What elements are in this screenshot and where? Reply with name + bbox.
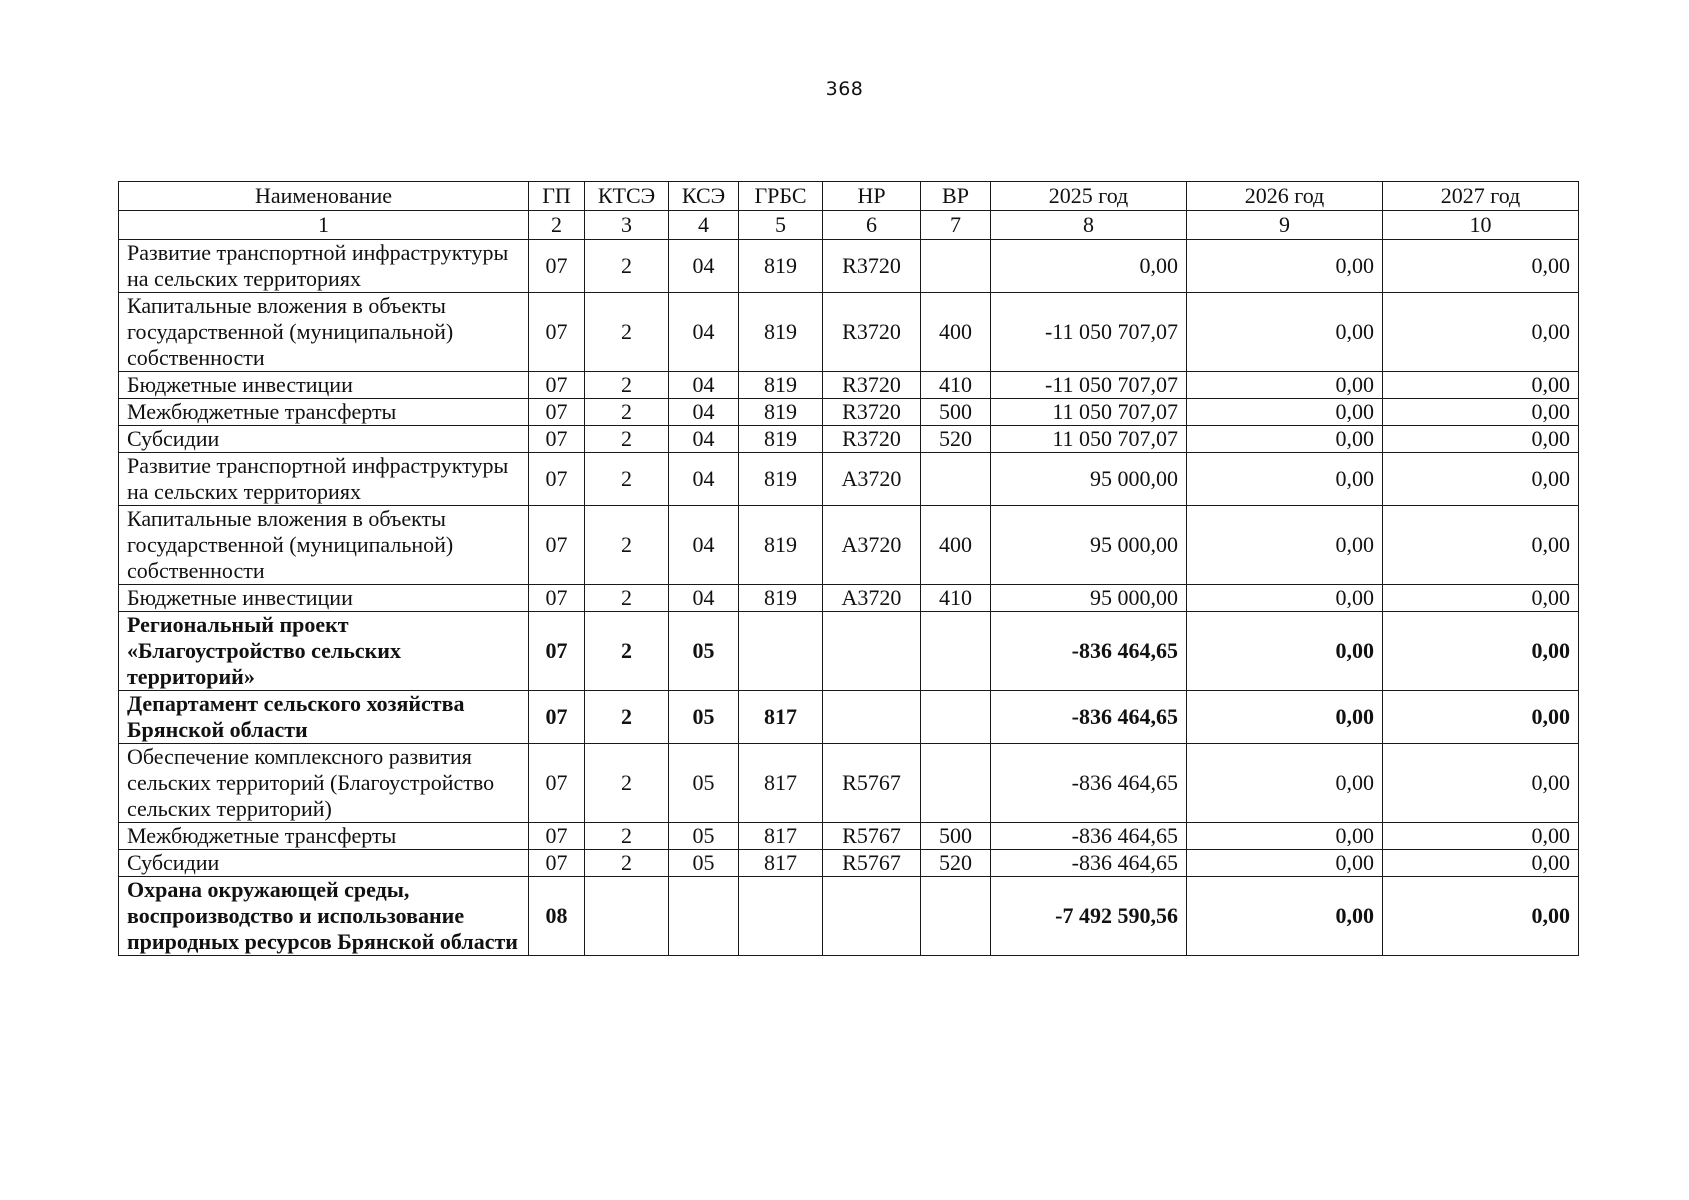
cell-2026: 0,00	[1187, 399, 1383, 426]
cell-2025: -11 050 707,07	[991, 372, 1187, 399]
cell-2026: 0,00	[1187, 744, 1383, 823]
table-row	[119, 240, 1579, 293]
header-gp: ГП	[529, 182, 585, 211]
cell-name: Региональный проект «Благоустройство сельских территорий»	[119, 612, 529, 691]
cell-grbs: 819	[739, 293, 823, 372]
cell-kse: 04	[669, 426, 739, 453]
header-kse: КСЭ	[669, 182, 739, 211]
cell-vr: 520	[921, 426, 991, 453]
cell-name: Межбюджетные трансферты	[119, 823, 529, 850]
cell-gp: 07	[529, 372, 585, 399]
cell-vr: 500	[921, 823, 991, 850]
cell-grbs: 819	[739, 372, 823, 399]
cell-2025: -836 464,65	[991, 691, 1187, 744]
cell-nr: R5767	[823, 850, 921, 877]
cell-2026: 0,00	[1187, 506, 1383, 585]
cell-vr	[921, 877, 991, 956]
cell-nr	[823, 877, 921, 956]
cell-gp: 07	[529, 585, 585, 612]
cell-nr: А3720	[823, 506, 921, 585]
header-row	[119, 182, 1579, 211]
cell-nr	[823, 612, 921, 691]
cell-ktse: 2	[585, 293, 669, 372]
cell-grbs: 819	[739, 506, 823, 585]
page-number: 368	[825, 78, 864, 100]
cell-nr: А3720	[823, 585, 921, 612]
cell-gp: 07	[529, 691, 585, 744]
cell-name: Охрана окружающей среды, воспроизводство и использование природных ресурсов Брянской области	[119, 877, 529, 956]
column-number: 5	[739, 211, 823, 240]
cell-vr	[921, 744, 991, 823]
table-row	[119, 744, 1579, 823]
cell-gp: 07	[529, 399, 585, 426]
cell-2025: -11 050 707,07	[991, 293, 1187, 372]
cell-name: Обеспечение комплексного развития сельских территорий (Благоустройство сельских территорий)	[119, 744, 529, 823]
cell-gp: 07	[529, 823, 585, 850]
cell-ktse: 2	[585, 850, 669, 877]
column-number: 8	[991, 211, 1187, 240]
column-number: 6	[823, 211, 921, 240]
cell-vr: 500	[921, 399, 991, 426]
column-number: 1	[119, 211, 529, 240]
cell-2026: 0,00	[1187, 585, 1383, 612]
cell-gp: 07	[529, 453, 585, 506]
cell-ktse: 2	[585, 506, 669, 585]
cell-2025: -836 464,65	[991, 612, 1187, 691]
header-name: Наименование	[119, 182, 529, 211]
header-grbs: ГРБС	[739, 182, 823, 211]
cell-2026: 0,00	[1187, 691, 1383, 744]
cell-grbs: 819	[739, 453, 823, 506]
header-2026: 2026 год	[1187, 182, 1383, 211]
cell-2026: 0,00	[1187, 240, 1383, 293]
cell-grbs: 819	[739, 426, 823, 453]
cell-kse: 04	[669, 585, 739, 612]
cell-2027: 0,00	[1383, 691, 1579, 744]
cell-grbs: 817	[739, 823, 823, 850]
cell-2027: 0,00	[1383, 744, 1579, 823]
cell-2027: 0,00	[1383, 823, 1579, 850]
cell-vr: 410	[921, 372, 991, 399]
header-ktse: КТСЭ	[585, 182, 669, 211]
table-row	[119, 612, 1579, 691]
cell-grbs: 817	[739, 850, 823, 877]
cell-2026: 0,00	[1187, 426, 1383, 453]
cell-gp: 07	[529, 744, 585, 823]
table-row	[119, 585, 1579, 612]
cell-ktse: 2	[585, 399, 669, 426]
cell-kse: 04	[669, 506, 739, 585]
table-row	[119, 372, 1579, 399]
cell-gp: 07	[529, 612, 585, 691]
cell-name: Департамент сельского хозяйства Брянской области	[119, 691, 529, 744]
cell-2027: 0,00	[1383, 372, 1579, 399]
cell-ktse: 2	[585, 823, 669, 850]
table-body	[119, 240, 1579, 956]
cell-2026: 0,00	[1187, 850, 1383, 877]
header-2025: 2025 год	[991, 182, 1187, 211]
cell-nr: А3720	[823, 453, 921, 506]
cell-grbs: 819	[739, 585, 823, 612]
cell-ktse: 2	[585, 240, 669, 293]
cell-name: Бюджетные инвестиции	[119, 372, 529, 399]
cell-2027: 0,00	[1383, 877, 1579, 956]
cell-nr: R3720	[823, 426, 921, 453]
table-row	[119, 453, 1579, 506]
cell-gp: 07	[529, 850, 585, 877]
cell-2027: 0,00	[1383, 453, 1579, 506]
cell-name: Капитальные вложения в объекты государственной (муниципальной) собственности	[119, 293, 529, 372]
cell-nr: R3720	[823, 240, 921, 293]
cell-grbs	[739, 612, 823, 691]
cell-ktse: 2	[585, 426, 669, 453]
cell-ktse	[585, 877, 669, 956]
cell-ktse: 2	[585, 744, 669, 823]
column-number: 7	[921, 211, 991, 240]
cell-2026: 0,00	[1187, 453, 1383, 506]
cell-vr: 410	[921, 585, 991, 612]
cell-grbs: 819	[739, 240, 823, 293]
cell-2025: 95 000,00	[991, 506, 1187, 585]
cell-nr: R3720	[823, 372, 921, 399]
cell-name: Субсидии	[119, 426, 529, 453]
cell-grbs	[739, 877, 823, 956]
cell-vr: 400	[921, 506, 991, 585]
column-number: 9	[1187, 211, 1383, 240]
table-row	[119, 426, 1579, 453]
cell-grbs: 817	[739, 744, 823, 823]
cell-2027: 0,00	[1383, 506, 1579, 585]
cell-ktse: 2	[585, 691, 669, 744]
cell-nr	[823, 691, 921, 744]
column-number: 2	[529, 211, 585, 240]
cell-nr: R5767	[823, 823, 921, 850]
column-number-row	[119, 211, 1579, 240]
header-nr: НР	[823, 182, 921, 211]
cell-vr	[921, 240, 991, 293]
table-row	[119, 399, 1579, 426]
cell-2026: 0,00	[1187, 612, 1383, 691]
cell-2026: 0,00	[1187, 877, 1383, 956]
cell-2027: 0,00	[1383, 585, 1579, 612]
cell-2025: -836 464,65	[991, 850, 1187, 877]
cell-kse: 05	[669, 823, 739, 850]
cell-ktse: 2	[585, 585, 669, 612]
cell-ktse: 2	[585, 372, 669, 399]
cell-2027: 0,00	[1383, 240, 1579, 293]
cell-2025: 0,00	[991, 240, 1187, 293]
cell-nr: R5767	[823, 744, 921, 823]
cell-kse: 05	[669, 744, 739, 823]
table-row	[119, 691, 1579, 744]
table-row	[119, 850, 1579, 877]
cell-2026: 0,00	[1187, 372, 1383, 399]
cell-kse	[669, 877, 739, 956]
cell-ktse: 2	[585, 612, 669, 691]
cell-kse: 05	[669, 612, 739, 691]
cell-nr: R3720	[823, 293, 921, 372]
cell-gp: 07	[529, 293, 585, 372]
cell-grbs: 817	[739, 691, 823, 744]
table-row	[119, 506, 1579, 585]
cell-2027: 0,00	[1383, 612, 1579, 691]
cell-nr: R3720	[823, 399, 921, 426]
header-vr: ВР	[921, 182, 991, 211]
cell-ktse: 2	[585, 453, 669, 506]
cell-2027: 0,00	[1383, 293, 1579, 372]
cell-kse: 04	[669, 453, 739, 506]
cell-kse: 04	[669, 372, 739, 399]
cell-kse: 04	[669, 293, 739, 372]
cell-2025: -836 464,65	[991, 744, 1187, 823]
cell-2027: 0,00	[1383, 850, 1579, 877]
cell-name: Межбюджетные трансферты	[119, 399, 529, 426]
cell-grbs: 819	[739, 399, 823, 426]
column-number: 4	[669, 211, 739, 240]
cell-gp: 07	[529, 506, 585, 585]
cell-vr: 520	[921, 850, 991, 877]
cell-2025: 11 050 707,07	[991, 399, 1187, 426]
table-row	[119, 823, 1579, 850]
cell-vr	[921, 453, 991, 506]
column-number: 3	[585, 211, 669, 240]
cell-name: Капитальные вложения в объекты государственной (муниципальной) собственности	[119, 506, 529, 585]
table-row	[119, 877, 1579, 956]
cell-kse: 05	[669, 691, 739, 744]
cell-2027: 0,00	[1383, 426, 1579, 453]
cell-name: Развитие транспортной инфраструктуры на сельских территориях	[119, 240, 529, 293]
cell-gp: 07	[529, 240, 585, 293]
budget-table	[118, 181, 1579, 956]
cell-2025: 95 000,00	[991, 453, 1187, 506]
cell-gp: 07	[529, 426, 585, 453]
cell-kse: 05	[669, 850, 739, 877]
cell-vr: 400	[921, 293, 991, 372]
cell-2025: -836 464,65	[991, 823, 1187, 850]
cell-name: Бюджетные инвестиции	[119, 585, 529, 612]
cell-vr	[921, 691, 991, 744]
cell-vr	[921, 612, 991, 691]
cell-kse: 04	[669, 240, 739, 293]
cell-name: Развитие транспортной инфраструктуры на сельских территориях	[119, 453, 529, 506]
cell-gp: 08	[529, 877, 585, 956]
cell-2025: 11 050 707,07	[991, 426, 1187, 453]
cell-kse: 04	[669, 399, 739, 426]
column-number: 10	[1383, 211, 1579, 240]
header-2027: 2027 год	[1383, 182, 1579, 211]
cell-2026: 0,00	[1187, 823, 1383, 850]
cell-name: Субсидии	[119, 850, 529, 877]
cell-2027: 0,00	[1383, 399, 1579, 426]
cell-2025: 95 000,00	[991, 585, 1187, 612]
table-row	[119, 293, 1579, 372]
cell-2026: 0,00	[1187, 293, 1383, 372]
cell-2025: -7 492 590,56	[991, 877, 1187, 956]
